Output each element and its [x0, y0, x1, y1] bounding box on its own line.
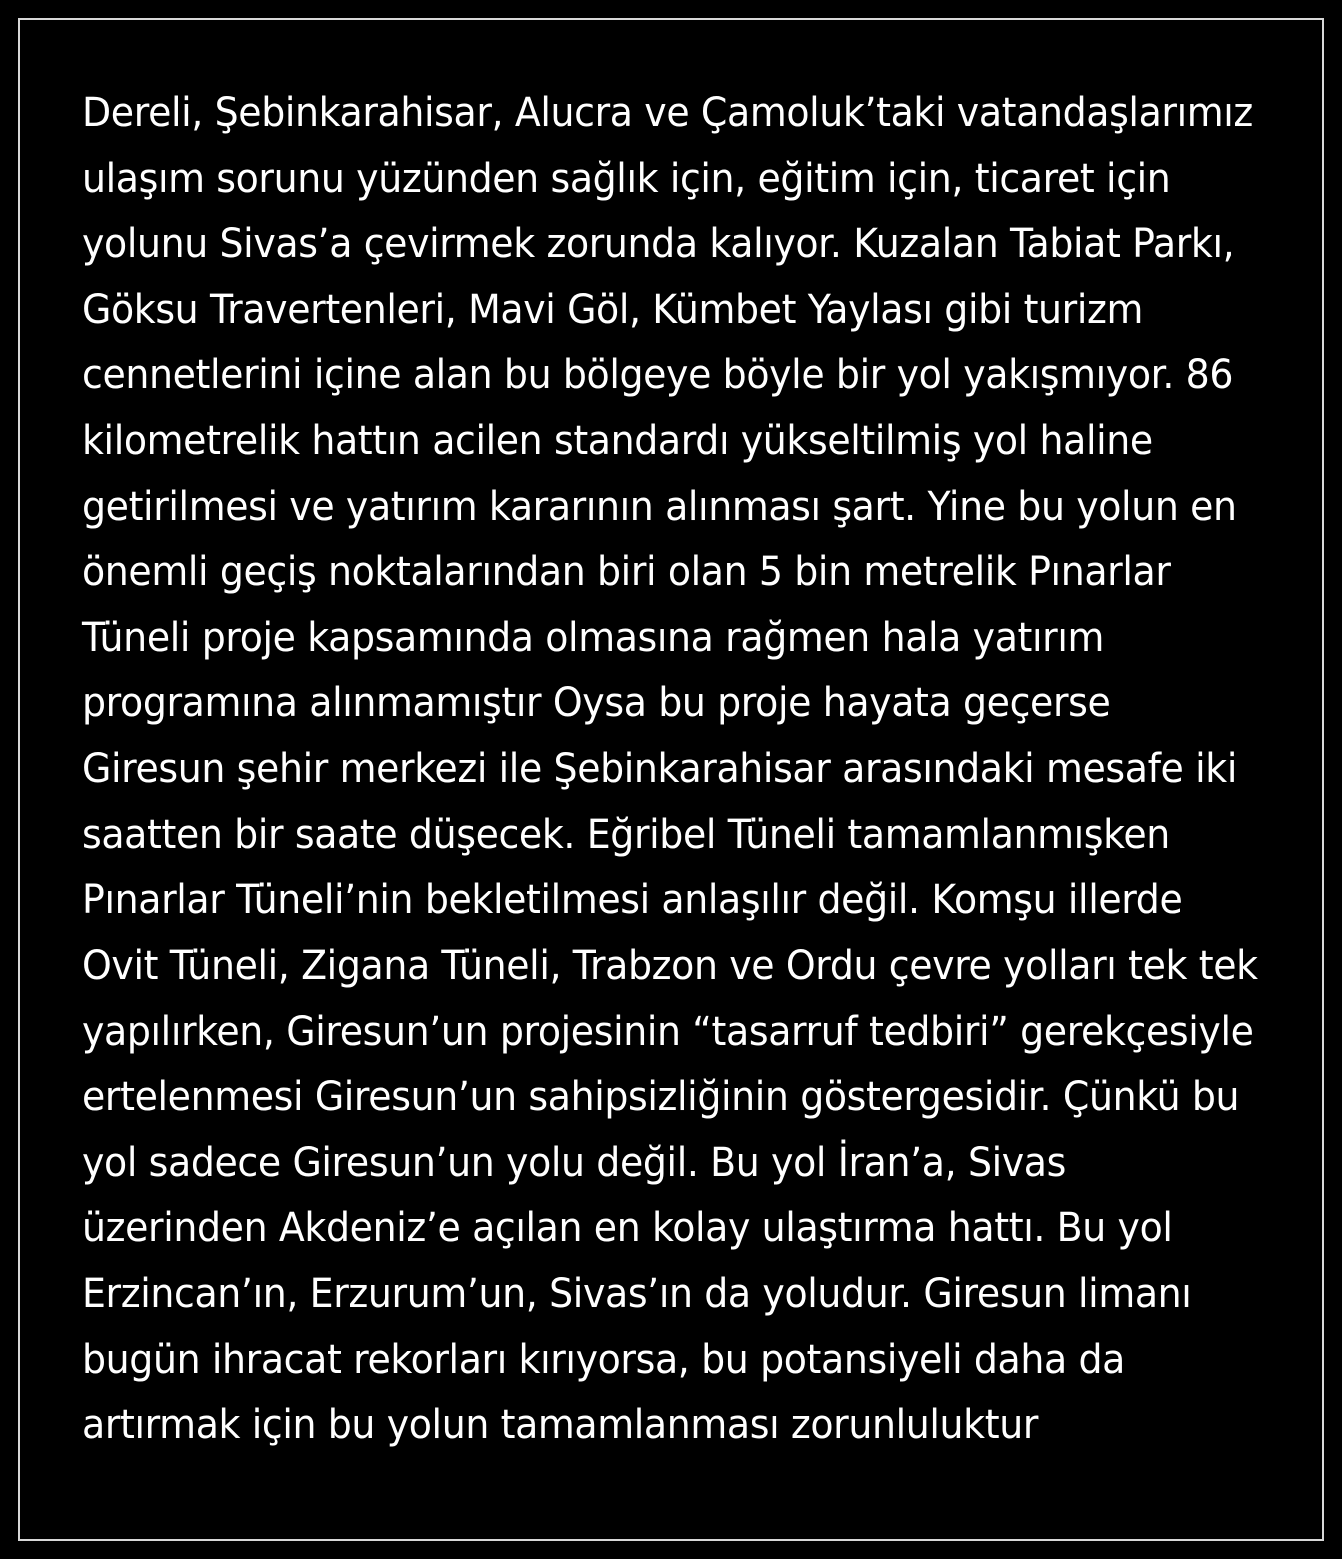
text-card-frame — [18, 18, 1324, 1541]
document-paragraph: Dereli, Şebinkarahisar, Alucra ve Çamoluk’taki vatandaşlarımız ulaşım sorunu yüzünden sağlık için, eğitim için, ticaret için yolunu Sivas’a çevirmek zorunda kalıyor. Kuzalan Tabiat Parkı, Göksu Travertenleri, Mavi Göl, Kümbet Yaylası gibi turizm cennetlerini içine alan bu bölgeye böyle bir yol yakışmıyor. 86 kilometrelik hattın acilen standardı yükseltilmiş yol haline getirilmesi ve yatırım kararının alınması şart. Yine bu yolun en önemli geçiş noktalarından biri olan 5 bin metrelik Pınarlar Tüneli proje kapsamında olmasına rağmen hala yatırım programına alınmamıştır Oysa bu proje hayata geçerse Giresun şehir merkezi ile Şebinkarahisar arasındaki mesafe iki saatten bir saate düşecek. Eğribel Tüneli tamamlanmışken Pınarlar Tüneli’nin bekletilmesi anlaşılır değil. Komşu illerde Ovit Tüneli, Zigana Tüneli, Trabzon ve Ordu çevre yolları tek tek yapılırken, Giresun’un projesinin “tasarruf tedbiri” gerekçesiyle ertelenmesi Giresun’un sahipsizliğinin göstergesidir. Çünkü bu yol sadece Giresun’un yolu değil. Bu yol İran’a, Sivas üzerinden Akdeniz’e açılan en kolay ulaştırma hattı. Bu yol Erzincan’ın, Erzurum’un, Sivas’ın da yoludur. Giresun limanı bugün ihracat rekorları kırıyorsa, bu potansiyeli daha da artırmak için bu yolun tamamlanması zorunluluktur — [82, 88, 1270, 1449]
